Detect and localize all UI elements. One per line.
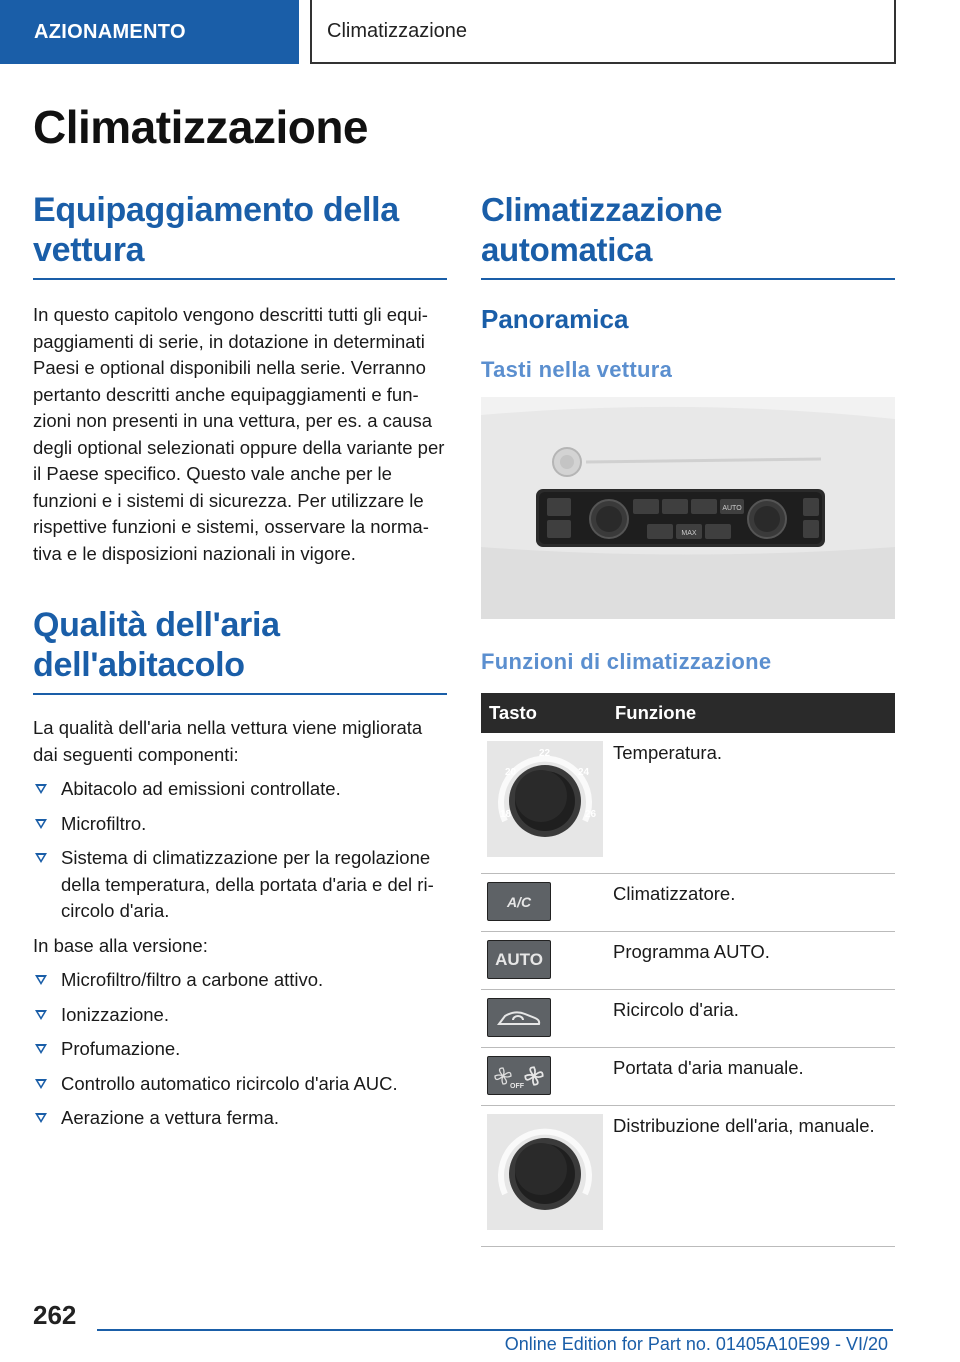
table-row (481, 733, 895, 874)
bullet-triangle-icon (35, 975, 47, 985)
list-item: Microfiltro/filtro a carbone attivo. (33, 967, 447, 994)
bullet-triangle-icon (35, 853, 47, 863)
function-text: Ricircolo d'aria. (607, 990, 895, 1048)
climate-panel-photo (481, 397, 895, 619)
table-row (481, 1106, 895, 1247)
components-list (33, 776, 447, 925)
svg-text:24: 24 (578, 767, 590, 778)
function-text: Temperatura. (607, 733, 895, 874)
air-distribution-knob-icon (487, 1114, 603, 1230)
heading-auto-climate: Climatizzazione automatica (481, 190, 895, 280)
bullet-triangle-icon (35, 819, 47, 829)
left-column (33, 190, 447, 1132)
heading-equipment: Equipaggiamento della vettura (33, 190, 447, 280)
bullet-triangle-icon (35, 1079, 47, 1089)
topic-label: Climatizzazione (327, 19, 468, 42)
svg-text:26: 26 (585, 809, 597, 820)
temperature-knob-icon (487, 741, 603, 857)
list-item: Sistema di climatizzazione per la regolazione della temperatura, della portata d'aria e del ricircolo d'aria. (33, 845, 447, 925)
page-number: 262 (33, 1300, 77, 1330)
ac-key-icon: A/C (487, 882, 551, 921)
section-tab: AZIONAMENTO (0, 0, 299, 64)
max-key-label: MAX (681, 530, 697, 537)
list-item: Ionizzazione. (33, 1002, 447, 1029)
function-text: Climatizzatore. (607, 874, 895, 932)
table-row (481, 1048, 895, 1106)
svg-text:22: 22 (539, 748, 551, 759)
svg-text:18: 18 (500, 809, 512, 820)
fan-speed-key-icon: OFF (487, 1056, 551, 1095)
heading-functions: Funzioni di climatizzazione (481, 649, 772, 674)
heading-overview: Panoramica (481, 304, 629, 334)
col-header-function: Funzione (607, 693, 895, 733)
functions-table (481, 693, 895, 1247)
footer-divider (97, 1329, 893, 1331)
heading-air-quality: Qualità dell'aria dell'abitacolo (33, 605, 447, 695)
fan-icon (522, 1064, 546, 1088)
function-text: Portata d'aria manuale. (607, 1048, 895, 1106)
list-item: Microfiltro. (33, 811, 447, 838)
auto-key-icon: AUTO (487, 940, 551, 979)
svg-text:20: 20 (505, 767, 517, 778)
bullet-triangle-icon (35, 1044, 47, 1054)
function-text: Distribuzione dell'aria, manuale. (607, 1106, 895, 1247)
equipment-paragraph: In questo capitolo vengono descritti tutti gli equipaggiamenti di serie, in dotazione in determinati Paesi e optional disponibili nella serie. Verranno pertanto descritti anche equipaggiamenti e funzioni non presenti in una vettura, per es. a causa degli optional selezionati oppure della variante per il Paese specifico. Questo vale anche per le funzioni e i sistemi di sicurezza. Per utilizzare le rispettive funzioni e sistemi, osservare la normativa e le disposizioni nazionali in vigore. (33, 304, 445, 564)
col-header-key: Tasto (481, 693, 607, 733)
edition-footer: Online Edition for Part no. 01405A10E99 - VI/20 (504, 1334, 888, 1354)
table-row (481, 932, 895, 990)
table-row (481, 874, 895, 932)
list-item: Profumazione. (33, 1036, 447, 1063)
auto-key-label: AUTO (722, 505, 742, 512)
list-item: Abitacolo ad emissioni controllate. (33, 776, 447, 803)
version-list (33, 967, 447, 1132)
air-quality-paragraph: La qualità dell'aria nella vettura viene migliorata dai seguenti componenti: (33, 717, 423, 765)
recirculation-key-icon (487, 998, 551, 1037)
bullet-triangle-icon (35, 784, 47, 794)
function-text: Programma AUTO. (607, 932, 895, 990)
list-item: Controllo automatico ricircolo d'aria AUC. (33, 1071, 447, 1098)
version-paragraph: In base alla versione: (33, 934, 208, 956)
heading-buttons: Tasti nella vettura (481, 357, 673, 382)
right-column (481, 190, 895, 1247)
page-title: Climatizzazione (33, 101, 369, 153)
list-item: Aerazione a vettura ferma. (33, 1105, 447, 1132)
table-row (481, 990, 895, 1048)
topic-header (310, 0, 896, 64)
bullet-triangle-icon (35, 1010, 47, 1020)
bullet-triangle-icon (35, 1113, 47, 1123)
